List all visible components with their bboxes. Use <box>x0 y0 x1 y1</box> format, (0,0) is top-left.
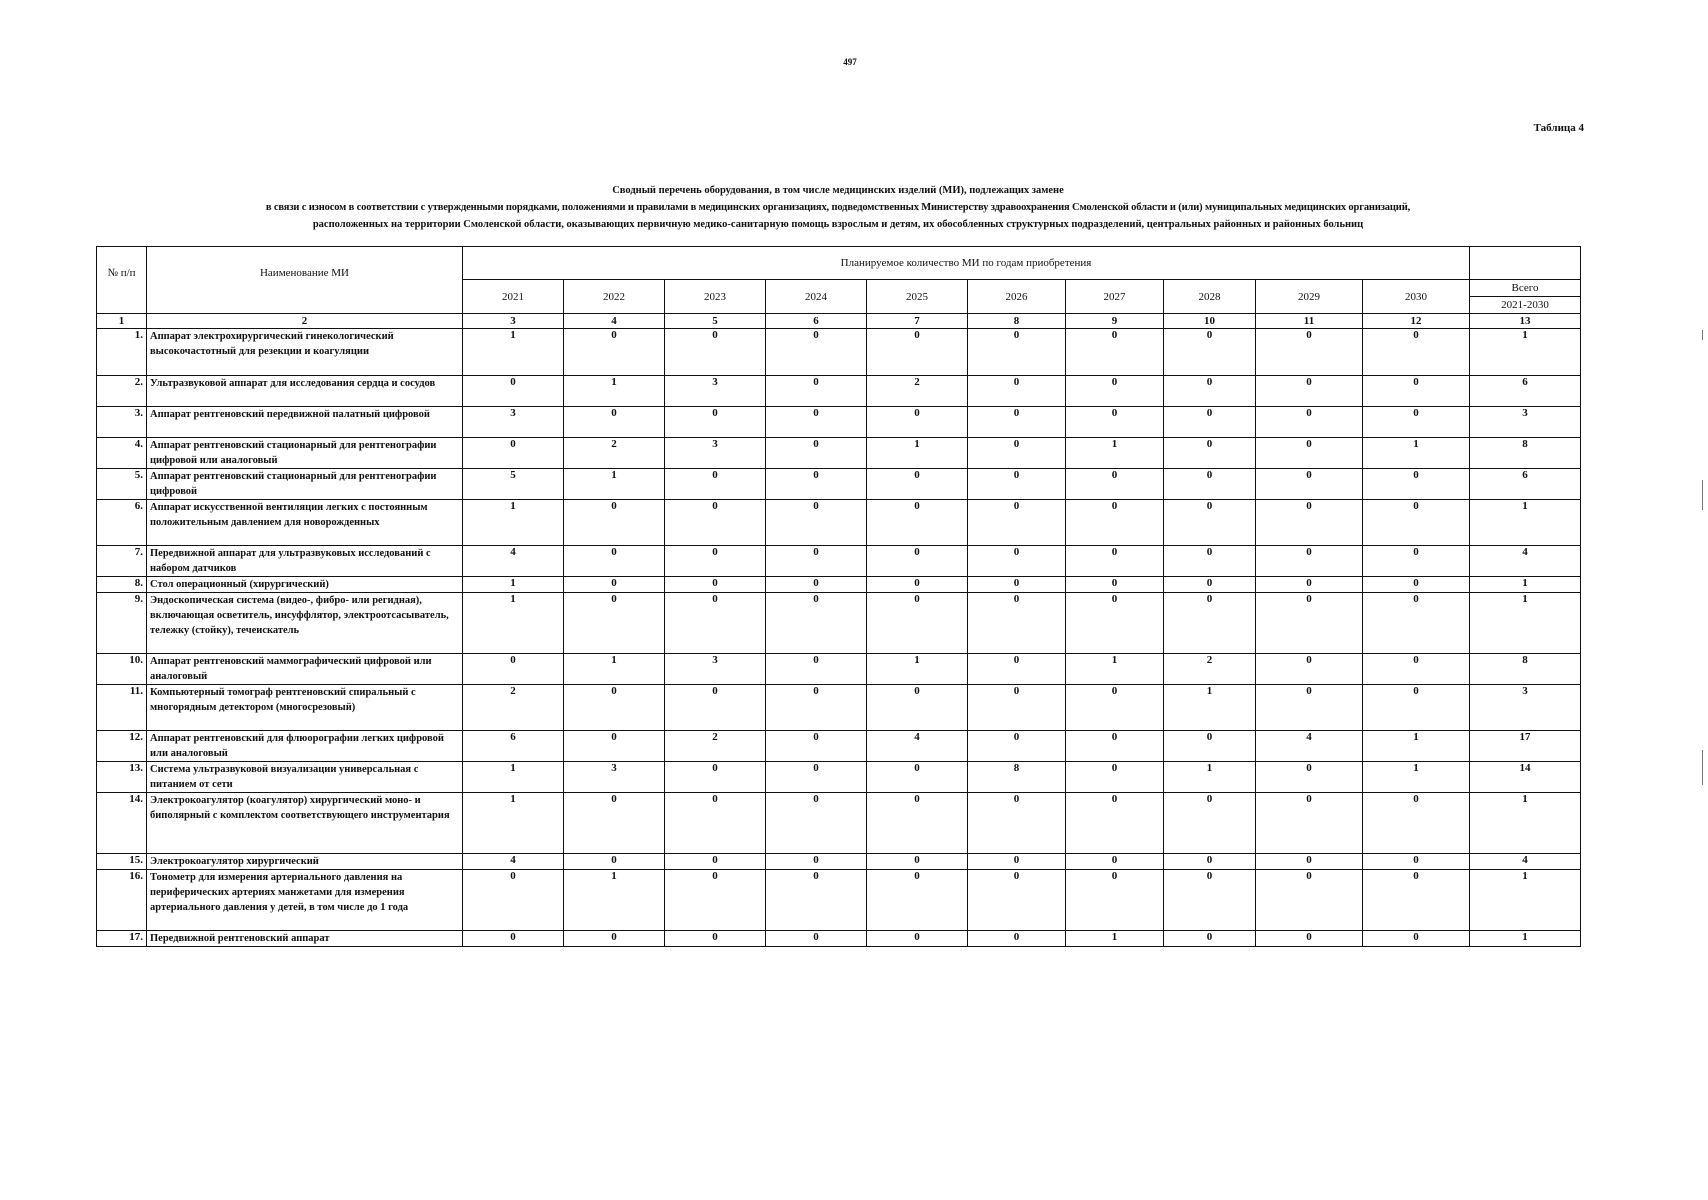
header-name: Наименование МИ <box>147 247 463 314</box>
year-value-2022: 0 <box>564 731 665 762</box>
item-name: Аппарат рентгеновский передвижной палатный цифровой <box>147 407 463 438</box>
column-index-cell: 2 <box>147 314 463 329</box>
table-row <box>97 500 1581 546</box>
year-value-2030: 0 <box>1363 593 1470 654</box>
year-value-2028: 0 <box>1164 593 1256 654</box>
year-value-2030: 0 <box>1363 376 1470 407</box>
year-value-2027: 1 <box>1066 438 1164 469</box>
scan-artifact <box>1702 480 1703 510</box>
table-label: Таблица 4 <box>1533 122 1584 134</box>
year-value-2026: 0 <box>968 870 1066 931</box>
column-index-cell: 4 <box>564 314 665 329</box>
year-value-2028: 0 <box>1164 546 1256 577</box>
year-value-2029: 0 <box>1256 577 1363 593</box>
year-value-2025: 0 <box>867 500 968 546</box>
row-number: 10. <box>97 654 147 685</box>
year-value-2022: 0 <box>564 407 665 438</box>
year-value-2021: 1 <box>463 762 564 793</box>
year-value-2021: 1 <box>463 577 564 593</box>
year-value-2024: 0 <box>766 500 867 546</box>
title-line-3: расположенных на территории Смоленской области, оказывающих первичную медико-санитарную помощь взрослым и детям, их обособленных структурных подразделений, центральных районных и районных больниц <box>312 219 1364 230</box>
row-total: 1 <box>1470 593 1581 654</box>
year-value-2025: 0 <box>867 854 968 870</box>
row-number: 9. <box>97 593 147 654</box>
item-name: Стол операционный (хирургический) <box>147 577 463 593</box>
item-name: Электрокоагулятор (коагулятор) хирургический моно- и биполярный с комплектом соответствующего инструментария <box>147 793 463 854</box>
year-value-2027: 0 <box>1066 469 1164 500</box>
year-value-2027: 0 <box>1066 685 1164 731</box>
year-value-2022: 0 <box>564 793 665 854</box>
year-value-2026: 0 <box>968 407 1066 438</box>
year-value-2028: 0 <box>1164 854 1256 870</box>
year-value-2023: 3 <box>665 438 766 469</box>
year-value-2030: 0 <box>1363 870 1470 931</box>
year-value-2024: 0 <box>766 793 867 854</box>
row-total: 3 <box>1470 407 1581 438</box>
year-value-2023: 0 <box>665 546 766 577</box>
year-value-2024: 0 <box>766 685 867 731</box>
year-value-2028: 0 <box>1164 793 1256 854</box>
year-value-2028: 0 <box>1164 931 1256 947</box>
header-year-2029: 2029 <box>1256 280 1363 314</box>
year-value-2028: 0 <box>1164 577 1256 593</box>
year-value-2025: 0 <box>867 931 968 947</box>
year-value-2028: 0 <box>1164 407 1256 438</box>
year-value-2026: 0 <box>968 577 1066 593</box>
year-value-2028: 0 <box>1164 500 1256 546</box>
column-index-cell: 1 <box>97 314 147 329</box>
row-total: 1 <box>1470 329 1581 376</box>
scan-artifact <box>1702 750 1703 785</box>
column-index-row <box>97 314 1581 329</box>
year-value-2030: 0 <box>1363 793 1470 854</box>
year-value-2029: 0 <box>1256 793 1363 854</box>
year-value-2024: 0 <box>766 577 867 593</box>
year-value-2024: 0 <box>766 654 867 685</box>
year-value-2028: 0 <box>1164 329 1256 376</box>
year-value-2025: 0 <box>867 870 968 931</box>
column-index-cell: 10 <box>1164 314 1256 329</box>
year-value-2029: 0 <box>1256 407 1363 438</box>
item-name: Аппарат рентгеновский маммографический цифровой или аналоговый <box>147 654 463 685</box>
year-value-2030: 0 <box>1363 654 1470 685</box>
year-value-2022: 1 <box>564 870 665 931</box>
item-name: Аппарат рентгеновский стационарный для рентгенографии цифровой или аналоговый <box>147 438 463 469</box>
column-index-cell: 5 <box>665 314 766 329</box>
year-value-2030: 1 <box>1363 762 1470 793</box>
year-value-2026: 8 <box>968 762 1066 793</box>
year-value-2029: 0 <box>1256 870 1363 931</box>
row-number: 4. <box>97 438 147 469</box>
row-total: 14 <box>1470 762 1581 793</box>
header-total-blank <box>1470 247 1581 280</box>
row-number: 14. <box>97 793 147 854</box>
year-value-2023: 0 <box>665 500 766 546</box>
year-value-2025: 0 <box>867 329 968 376</box>
row-number: 7. <box>97 546 147 577</box>
row-total: 4 <box>1470 854 1581 870</box>
table-row <box>97 546 1581 577</box>
year-value-2028: 0 <box>1164 438 1256 469</box>
year-value-2023: 0 <box>665 469 766 500</box>
year-value-2025: 0 <box>867 407 968 438</box>
header-total-label: Всего <box>1470 280 1580 297</box>
year-value-2027: 0 <box>1066 329 1164 376</box>
year-value-2025: 1 <box>867 654 968 685</box>
title-line-1: Сводный перечень оборудования, в том числе медицинских изделий (МИ), подлежащих замене <box>612 185 1064 196</box>
year-value-2021: 2 <box>463 685 564 731</box>
year-value-2021: 4 <box>463 854 564 870</box>
year-value-2027: 0 <box>1066 793 1164 854</box>
year-value-2021: 0 <box>463 931 564 947</box>
year-value-2028: 1 <box>1164 762 1256 793</box>
row-number: 3. <box>97 407 147 438</box>
year-value-2027: 0 <box>1066 500 1164 546</box>
year-value-2027: 0 <box>1066 577 1164 593</box>
table-row <box>97 870 1581 931</box>
year-value-2027: 0 <box>1066 731 1164 762</box>
table-row <box>97 376 1581 407</box>
year-value-2022: 1 <box>564 469 665 500</box>
header-num: № п/п <box>97 247 147 314</box>
header-total-range: 2021-2030 <box>1501 299 1549 311</box>
year-value-2028: 2 <box>1164 654 1256 685</box>
year-value-2023: 0 <box>665 329 766 376</box>
year-value-2022: 3 <box>564 762 665 793</box>
column-index-cell: 12 <box>1363 314 1470 329</box>
year-value-2029: 0 <box>1256 329 1363 376</box>
year-value-2025: 0 <box>867 793 968 854</box>
page-number: 497 <box>843 57 857 67</box>
row-number: 2. <box>97 376 147 407</box>
year-value-2027: 0 <box>1066 870 1164 931</box>
year-value-2026: 0 <box>968 685 1066 731</box>
year-value-2027: 0 <box>1066 593 1164 654</box>
year-value-2025: 0 <box>867 685 968 731</box>
item-name: Тонометр для измерения артериального давления на периферических артериях манжетами для измерения артериального давления у детей, в том числе до 1 года <box>147 870 463 931</box>
year-value-2022: 0 <box>564 685 665 731</box>
year-value-2024: 0 <box>766 329 867 376</box>
year-value-2026: 0 <box>968 329 1066 376</box>
year-value-2030: 0 <box>1363 469 1470 500</box>
scan-artifact <box>1702 330 1703 340</box>
table-row <box>97 685 1581 731</box>
table-row <box>97 407 1581 438</box>
year-value-2022: 0 <box>564 931 665 947</box>
year-value-2026: 0 <box>968 793 1066 854</box>
table-row <box>97 731 1581 762</box>
column-index-cell: 13 <box>1470 314 1581 329</box>
row-total: 1 <box>1470 500 1581 546</box>
year-value-2027: 0 <box>1066 762 1164 793</box>
year-value-2029: 0 <box>1256 685 1363 731</box>
header-year-2024: 2024 <box>766 280 867 314</box>
year-value-2021: 1 <box>463 329 564 376</box>
item-name: Ультразвуковой аппарат для исследования сердца и сосудов <box>147 376 463 407</box>
year-value-2023: 0 <box>665 577 766 593</box>
year-value-2024: 0 <box>766 931 867 947</box>
year-value-2025: 1 <box>867 438 968 469</box>
header-total <box>1470 280 1581 314</box>
year-value-2028: 0 <box>1164 870 1256 931</box>
year-value-2022: 1 <box>564 376 665 407</box>
row-number: 8. <box>97 577 147 593</box>
year-value-2029: 0 <box>1256 546 1363 577</box>
year-value-2024: 0 <box>766 731 867 762</box>
year-value-2029: 0 <box>1256 762 1363 793</box>
year-value-2029: 0 <box>1256 593 1363 654</box>
item-name: Электрокоагулятор хирургический <box>147 854 463 870</box>
year-value-2023: 3 <box>665 376 766 407</box>
column-index-cell: 6 <box>766 314 867 329</box>
table-row <box>97 762 1581 793</box>
row-total: 8 <box>1470 654 1581 685</box>
row-number: 15. <box>97 854 147 870</box>
year-value-2027: 0 <box>1066 407 1164 438</box>
row-number: 17. <box>97 931 147 947</box>
year-value-2022: 2 <box>564 438 665 469</box>
year-value-2021: 0 <box>463 438 564 469</box>
year-value-2029: 0 <box>1256 469 1363 500</box>
row-number: 5. <box>97 469 147 500</box>
year-value-2030: 0 <box>1363 577 1470 593</box>
year-value-2029: 0 <box>1256 438 1363 469</box>
year-value-2030: 0 <box>1363 931 1470 947</box>
year-value-2024: 0 <box>766 469 867 500</box>
year-value-2024: 0 <box>766 870 867 931</box>
table-row <box>97 931 1581 947</box>
year-value-2025: 0 <box>867 577 968 593</box>
item-name: Компьютерный томограф рентгеновский спиральный с многорядным детектором (многосрезовый) <box>147 685 463 731</box>
year-value-2024: 0 <box>766 438 867 469</box>
year-value-2022: 1 <box>564 654 665 685</box>
year-value-2025: 0 <box>867 762 968 793</box>
row-number: 1. <box>97 329 147 376</box>
year-value-2023: 0 <box>665 854 766 870</box>
row-total: 1 <box>1470 793 1581 854</box>
year-value-2024: 0 <box>766 407 867 438</box>
header-year-2021: 2021 <box>463 280 564 314</box>
header-year-2026: 2026 <box>968 280 1066 314</box>
row-number: 13. <box>97 762 147 793</box>
item-name: Эндоскопическая система (видео-, фибро- или регидная), включающая осветитель, инсуффлятор, электроотсасыватель, тележку (стойку), течеискатель <box>147 593 463 654</box>
row-total: 3 <box>1470 685 1581 731</box>
equipment-table <box>96 246 1581 947</box>
item-name: Передвижной рентгеновский аппарат <box>147 931 463 947</box>
year-value-2021: 6 <box>463 731 564 762</box>
year-value-2026: 0 <box>968 376 1066 407</box>
header-year-2030: 2030 <box>1363 280 1470 314</box>
year-value-2029: 0 <box>1256 500 1363 546</box>
year-value-2030: 0 <box>1363 329 1470 376</box>
table-row <box>97 593 1581 654</box>
year-value-2028: 0 <box>1164 469 1256 500</box>
item-name: Аппарат электрохирургический гинекологический высокочастотный для резекции и коагуляции <box>147 329 463 376</box>
item-name: Система ультразвуковой визуализации универсальная с питанием от сети <box>147 762 463 793</box>
header-year-2028: 2028 <box>1164 280 1256 314</box>
year-value-2021: 0 <box>463 870 564 931</box>
header-planned: Планируемое количество МИ по годам приобретения <box>463 247 1470 280</box>
item-name: Передвижной аппарат для ультразвуковых исследований с набором датчиков <box>147 546 463 577</box>
year-value-2030: 0 <box>1363 685 1470 731</box>
table-row <box>97 793 1581 854</box>
year-value-2025: 4 <box>867 731 968 762</box>
year-value-2023: 0 <box>665 931 766 947</box>
year-value-2021: 0 <box>463 376 564 407</box>
row-total: 4 <box>1470 546 1581 577</box>
year-value-2022: 0 <box>564 593 665 654</box>
year-value-2021: 4 <box>463 546 564 577</box>
row-total: 6 <box>1470 469 1581 500</box>
year-value-2029: 4 <box>1256 731 1363 762</box>
title-line-2: в связи с износом в соответствии с утвержденными порядками, положениями и правилами в медицинских организациях, подведомственных Министерству здравоохранения Смоленской области и (или) муниципальных медицинских организаций, <box>265 202 1411 213</box>
item-name: Аппарат рентгеновский стационарный для рентгенографии цифровой <box>147 469 463 500</box>
item-name: Аппарат рентгеновский для флюорографии легких цифровой или аналоговый <box>147 731 463 762</box>
year-value-2021: 1 <box>463 793 564 854</box>
year-value-2029: 0 <box>1256 931 1363 947</box>
year-value-2030: 0 <box>1363 546 1470 577</box>
year-value-2026: 0 <box>968 654 1066 685</box>
year-value-2027: 0 <box>1066 376 1164 407</box>
item-name: Аппарат искусственной вентиляции легких с постоянным положительным давлением для новорожденных <box>147 500 463 546</box>
year-value-2027: 0 <box>1066 546 1164 577</box>
year-value-2023: 0 <box>665 593 766 654</box>
year-value-2022: 0 <box>564 500 665 546</box>
document-title <box>96 182 1580 233</box>
table-header <box>97 247 1581 314</box>
year-value-2030: 0 <box>1363 854 1470 870</box>
table-row <box>97 654 1581 685</box>
row-total: 1 <box>1470 931 1581 947</box>
year-value-2022: 0 <box>564 329 665 376</box>
year-value-2027: 0 <box>1066 854 1164 870</box>
year-value-2030: 1 <box>1363 438 1470 469</box>
year-value-2029: 0 <box>1256 654 1363 685</box>
row-total: 17 <box>1470 731 1581 762</box>
year-value-2025: 2 <box>867 376 968 407</box>
row-total: 1 <box>1470 870 1581 931</box>
header-year-2025: 2025 <box>867 280 968 314</box>
year-value-2022: 0 <box>564 854 665 870</box>
year-value-2026: 0 <box>968 500 1066 546</box>
year-value-2026: 0 <box>968 931 1066 947</box>
row-total: 8 <box>1470 438 1581 469</box>
year-value-2029: 0 <box>1256 854 1363 870</box>
table-body <box>97 314 1581 947</box>
year-value-2030: 0 <box>1363 407 1470 438</box>
column-index-cell: 7 <box>867 314 968 329</box>
year-value-2025: 0 <box>867 546 968 577</box>
year-value-2023: 0 <box>665 407 766 438</box>
year-value-2021: 3 <box>463 407 564 438</box>
year-value-2028: 0 <box>1164 376 1256 407</box>
year-value-2026: 0 <box>968 593 1066 654</box>
table-row <box>97 577 1581 593</box>
row-total: 6 <box>1470 376 1581 407</box>
row-total: 1 <box>1470 577 1581 593</box>
row-number: 12. <box>97 731 147 762</box>
year-value-2029: 0 <box>1256 376 1363 407</box>
year-value-2026: 0 <box>968 469 1066 500</box>
year-value-2021: 1 <box>463 500 564 546</box>
year-value-2023: 3 <box>665 654 766 685</box>
year-value-2026: 0 <box>968 731 1066 762</box>
table-row <box>97 469 1581 500</box>
column-index-cell: 3 <box>463 314 564 329</box>
year-value-2022: 0 <box>564 546 665 577</box>
year-value-2023: 0 <box>665 793 766 854</box>
year-value-2023: 0 <box>665 685 766 731</box>
year-value-2021: 5 <box>463 469 564 500</box>
table-row <box>97 329 1581 376</box>
year-value-2026: 0 <box>968 854 1066 870</box>
row-number: 11. <box>97 685 147 731</box>
year-value-2023: 2 <box>665 731 766 762</box>
year-value-2023: 0 <box>665 762 766 793</box>
year-value-2030: 0 <box>1363 500 1470 546</box>
row-number: 6. <box>97 500 147 546</box>
year-value-2028: 0 <box>1164 731 1256 762</box>
year-value-2024: 0 <box>766 762 867 793</box>
year-value-2025: 0 <box>867 593 968 654</box>
year-value-2026: 0 <box>968 438 1066 469</box>
year-value-2021: 1 <box>463 593 564 654</box>
column-index-cell: 11 <box>1256 314 1363 329</box>
year-value-2021: 0 <box>463 654 564 685</box>
year-value-2027: 1 <box>1066 654 1164 685</box>
row-number: 16. <box>97 870 147 931</box>
header-year-2027: 2027 <box>1066 280 1164 314</box>
column-index-cell: 8 <box>968 314 1066 329</box>
header-year-2023: 2023 <box>665 280 766 314</box>
year-value-2022: 0 <box>564 577 665 593</box>
year-value-2024: 0 <box>766 546 867 577</box>
year-value-2024: 0 <box>766 593 867 654</box>
year-value-2027: 1 <box>1066 931 1164 947</box>
year-value-2024: 0 <box>766 854 867 870</box>
year-value-2025: 0 <box>867 469 968 500</box>
column-index-cell: 9 <box>1066 314 1164 329</box>
year-value-2024: 0 <box>766 376 867 407</box>
header-year-2022: 2022 <box>564 280 665 314</box>
year-value-2030: 1 <box>1363 731 1470 762</box>
table-row <box>97 438 1581 469</box>
year-value-2026: 0 <box>968 546 1066 577</box>
year-value-2023: 0 <box>665 870 766 931</box>
year-value-2028: 1 <box>1164 685 1256 731</box>
table-row <box>97 854 1581 870</box>
